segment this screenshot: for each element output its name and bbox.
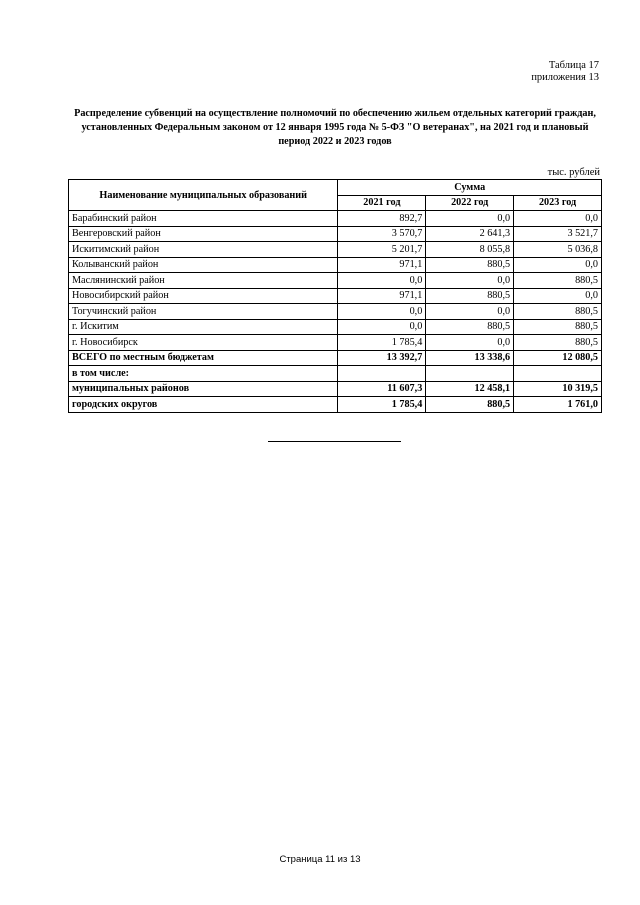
row-value <box>338 366 426 382</box>
units-label: тыс. рублей <box>547 167 600 178</box>
row-value: 12 458,1 <box>426 381 514 397</box>
row-value: 0,0 <box>514 257 602 273</box>
row-value: 0,0 <box>338 273 426 289</box>
separator-line <box>268 441 401 442</box>
row-name: г. Новосибирск <box>69 335 338 351</box>
table-row <box>69 397 602 413</box>
table-row <box>69 381 602 397</box>
row-value: 1 761,0 <box>514 397 602 413</box>
table-row <box>69 273 602 289</box>
row-value: 13 392,7 <box>338 350 426 366</box>
column-header-year: 2022 год <box>426 195 514 211</box>
row-value: 880,5 <box>514 319 602 335</box>
row-name: Маслянинский район <box>69 273 338 289</box>
table-row <box>69 319 602 335</box>
row-name: г. Искитим <box>69 319 338 335</box>
row-value: 2 641,3 <box>426 226 514 242</box>
row-name: ВСЕГО по местным бюджетам <box>69 350 338 366</box>
row-value: 880,5 <box>514 335 602 351</box>
row-value: 5 036,8 <box>514 242 602 258</box>
row-value: 5 201,7 <box>338 242 426 258</box>
row-value: 971,1 <box>338 288 426 304</box>
row-value: 3 521,7 <box>514 226 602 242</box>
row-value: 0,0 <box>514 211 602 227</box>
row-name: Новосибирский район <box>69 288 338 304</box>
row-value: 1 785,4 <box>338 335 426 351</box>
row-value: 892,7 <box>338 211 426 227</box>
row-value: 971,1 <box>338 257 426 273</box>
row-value: 3 570,7 <box>338 226 426 242</box>
row-value: 880,5 <box>514 273 602 289</box>
row-value: 11 607,3 <box>338 381 426 397</box>
row-value: 0,0 <box>514 288 602 304</box>
table-row <box>69 288 602 304</box>
row-value: 0,0 <box>426 335 514 351</box>
table-reference <box>531 60 599 84</box>
table-row <box>69 242 602 258</box>
row-name: Тогучинский район <box>69 304 338 320</box>
row-value: 13 338,6 <box>426 350 514 366</box>
page-number: Страница 11 из 13 <box>279 854 361 865</box>
table-row <box>69 335 602 351</box>
row-value: 0,0 <box>338 319 426 335</box>
row-name: Венгеровский район <box>69 226 338 242</box>
table-row <box>69 257 602 273</box>
row-value: 12 080,5 <box>514 350 602 366</box>
row-name: муниципальных районов <box>69 381 338 397</box>
row-value: 0,0 <box>426 304 514 320</box>
column-header-year: 2023 год <box>514 195 602 211</box>
row-value: 880,5 <box>514 304 602 320</box>
row-value: 10 319,5 <box>514 381 602 397</box>
row-name: городских округов <box>69 397 338 413</box>
row-value: 0,0 <box>426 273 514 289</box>
table-row <box>69 366 602 382</box>
subsidy-table <box>68 179 602 413</box>
table-row <box>69 211 602 227</box>
table-body <box>69 211 602 413</box>
appendix-number: приложения 13 <box>531 72 599 83</box>
row-value: 880,5 <box>426 397 514 413</box>
table-number: Таблица 17 <box>548 60 599 71</box>
row-name: Барабинский район <box>69 211 338 227</box>
row-value: 880,5 <box>426 257 514 273</box>
row-value: 880,5 <box>426 319 514 335</box>
document-title: Распределение субвенций на осуществление полномочий по обеспечению жильем отдельных категорий граждан, установленных Федеральным законом от 12 января 1995 года № 5-ФЗ "О ветеранах", на 2021 год и плановый период 2022 и 2023 годов <box>74 108 596 147</box>
row-value: 880,5 <box>426 288 514 304</box>
column-header-year: 2021 год <box>338 195 426 211</box>
column-header-name: Наименование муниципальных образований <box>69 180 338 211</box>
row-value: 0,0 <box>338 304 426 320</box>
column-header-sum: Сумма <box>338 180 602 196</box>
row-value <box>514 366 602 382</box>
row-value: 8 055,8 <box>426 242 514 258</box>
row-value: 1 785,4 <box>338 397 426 413</box>
table-row <box>69 304 602 320</box>
table-row <box>69 350 602 366</box>
row-value <box>426 366 514 382</box>
row-name: Искитимский район <box>69 242 338 258</box>
row-name: Колыванский район <box>69 257 338 273</box>
row-name: в том числе: <box>69 366 338 382</box>
table-row <box>69 226 602 242</box>
row-value: 0,0 <box>426 211 514 227</box>
